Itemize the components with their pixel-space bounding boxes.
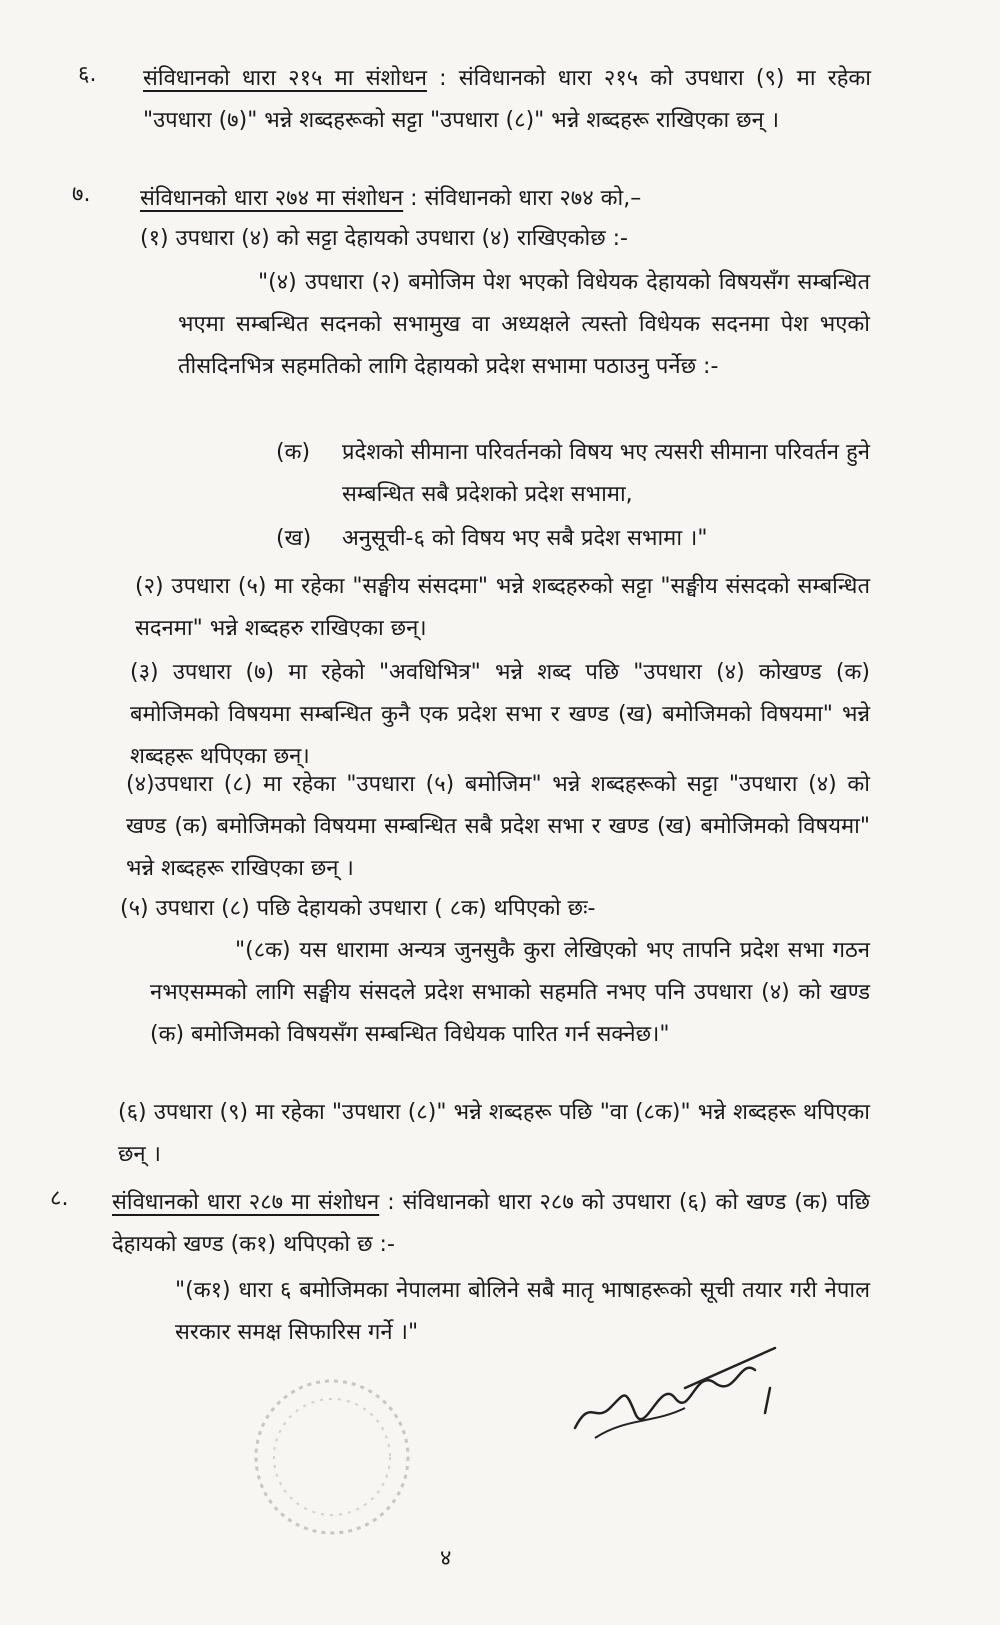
item-ka-label: (क) <box>276 440 311 465</box>
section-8 <box>112 1182 870 1266</box>
section-6-number: ६. <box>78 62 97 87</box>
section-7-intro <box>140 178 870 220</box>
section-8-quote: "(क१) धारा ६ बमोजिमका नेपालमा बोलिने सबै मातृ भाषाहरूको सूची तयार गरी नेपाल सरकार समक्ष सिफारिस गर्ने ।" <box>175 1278 870 1345</box>
section-7-heading: संविधानको धारा २७४ मा संशोधन <box>140 186 404 211</box>
section-7-number: ७. <box>72 182 91 207</box>
section-6 <box>143 58 871 142</box>
section-7-text: : संविधानको धारा २७४ को,– <box>403 186 642 211</box>
faded-seal-icon <box>250 1375 415 1540</box>
clause-1-label: (१) उपधारा (४) को सट्टा देहायको उपधारा (४) राखिएकोछ :- <box>140 226 628 251</box>
item-kha-label: (ख) <box>276 526 312 551</box>
page-number: ४ <box>440 1546 452 1571</box>
clause-4: (४)उपधारा (८) मा रहेका "उपधारा (५) बमोजिम" भन्ने शब्दहरूको सट्टा "उपधारा (४) को खण्ड (क) बमोजिमको विषयमा सम्बन्धित सबै प्रदेश सभा र खण्ड (ख) बमोजिमको विषयमा" भन्ने शब्दहरू राखिएका छन् । <box>126 772 870 881</box>
section-6-text: : संविधानको धारा २१५ को उपधारा (९) मा रहेका "उपधारा (७)" भन्ने शब्दहरूको सट्टा "उपधारा (८)" भन्ने शब्दहरू राखिएका छन् । <box>143 66 871 133</box>
item-kha-text: अनुसूची-६ को विषय भए सबै प्रदेश सभामा ।" <box>342 526 708 551</box>
section-8-text: : संविधानको धारा २८७ को उपधारा (६) को खण्ड (क) पछि देहायको खण्ड (क१) थपिएको छ :- <box>112 1190 870 1257</box>
handwritten-signature-icon <box>565 1328 785 1448</box>
section-8-number: ८. <box>50 1186 69 1211</box>
clause-5-quote: "(८क) यस धारामा अन्यत्र जुनसुकै कुरा लेखिएको भए तापनि प्रदेश सभा गठन नभएसम्मको लागि सङ्घीय संसदले प्रदेश सभाको सहमति नभए पनि उपधारा (४) को खण्ड (क) बमोजिमको विषयसँग सम्बन्धित विधेयक पारित गर्न सक्नेछ।" <box>150 938 870 1047</box>
clause-6: (६) उपधारा (९) मा रहेका "उपधारा (८)" भन्ने शब्दहरू पछि "वा (८क)" भन्ने शब्दहरू थपिएका छन् । <box>118 1100 870 1167</box>
item-ka-text: प्रदेशको सीमाना परिवर्तनको विषय भए त्यसरी सीमाना परिवर्तन हुने सम्बन्धित सबै प्रदेशको प्रदेश सभामा, <box>342 440 870 507</box>
section-6-heading: संविधानको धारा २१५ मा संशोधन <box>143 66 427 91</box>
clause-1-quote: "(४) उपधारा (२) बमोजिम पेश भएको विधेयक देहायको विषयसँग सम्बन्धित भएमा सम्बन्धित सदनको सभामुख वा अध्यक्षले त्यस्तो विधेयक सदनमा पेश भएको तीसदिनभित्र सहमतिको लागि देहायको प्रदेश सभामा पठाउनु पर्नेछ :- <box>178 270 870 379</box>
section-8-heading: संविधानको धारा २८७ मा संशोधन <box>112 1190 380 1215</box>
clause-5-label: (५) उपधारा (८) पछि देहायको उपधारा ( ८क) थपिएको छः- <box>120 896 596 921</box>
clause-3: (३) उपधारा (७) मा रहेको "अवधिभित्र" भन्ने शब्द पछि "उपधारा (४) कोखण्ड (क) बमोजिमको विषयमा सम्बन्धित कुनै एक प्रदेश सभा र खण्ड (ख) बमोजिमको विषयमा" भन्ने शब्दहरू थपिएका छन्। <box>130 660 870 769</box>
clause-2: (२) उपधारा (५) मा रहेका "सङ्घीय संसदमा" भन्ने शब्दहरुको सट्टा "सङ्घीय संसदको सम्बन्धित सदनमा" भन्ने शब्दहरु राखिएका छन्। <box>135 574 870 641</box>
